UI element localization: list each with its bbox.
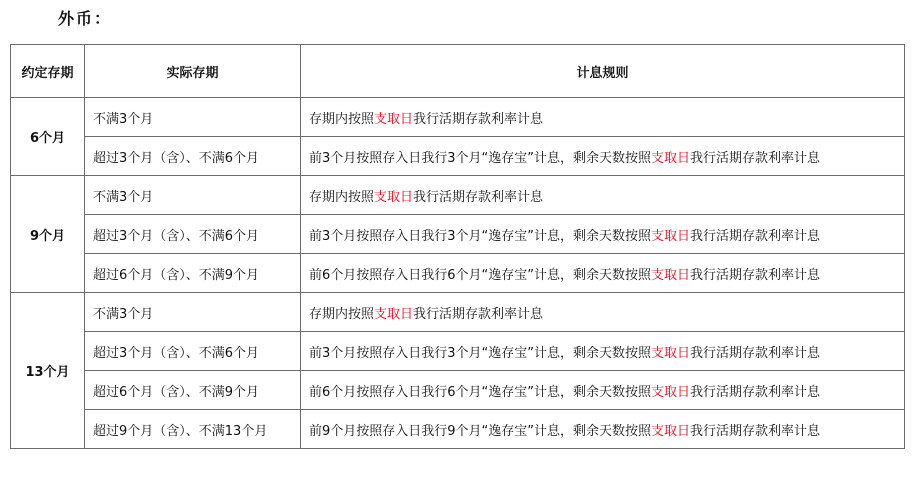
rule-highlight: 支取日 — [374, 111, 414, 127]
rule-text: 前6个月按照存入日我行6个月“逸存宝”计息，剩余天数按照 — [309, 384, 652, 400]
table-row — [11, 371, 905, 410]
rule-highlight: 支取日 — [651, 384, 691, 400]
rule-highlight: 支取日 — [651, 423, 691, 439]
interest-rule-cell — [301, 410, 905, 449]
rule-text: 我行活期存款利率计息 — [690, 267, 821, 283]
rule-highlight: 支取日 — [651, 267, 691, 283]
table-header-row — [11, 45, 905, 98]
rule-highlight: 支取日 — [651, 228, 691, 244]
rule-text: 前9个月按照存入日我行9个月“逸存宝”计息，剩余天数按照 — [309, 423, 652, 439]
rule-text: 我行活期存款利率计息 — [690, 384, 821, 400]
interest-rule-cell — [301, 293, 905, 332]
agreed-term-cell: 6个月 — [11, 98, 85, 176]
rule-text: 我行活期存款利率计息 — [690, 423, 821, 439]
rule-text: 前3个月按照存入日我行3个月“逸存宝”计息，剩余天数按照 — [309, 228, 652, 244]
rule-highlight: 支取日 — [651, 345, 691, 361]
interest-rule-cell — [301, 98, 905, 137]
header-actual-term: 实际存期 — [85, 45, 301, 98]
rule-text: 我行活期存款利率计息 — [690, 228, 821, 244]
actual-term-cell: 超过3个月（含）、不满6个月 — [85, 137, 301, 176]
actual-term-cell: 超过6个月（含）、不满9个月 — [85, 371, 301, 410]
agreed-term-cell: 9个月 — [11, 176, 85, 293]
rule-highlight: 支取日 — [651, 150, 691, 166]
interest-rule-cell — [301, 137, 905, 176]
rule-text: 我行活期存款利率计息 — [413, 306, 544, 322]
table-row — [11, 215, 905, 254]
actual-term-cell: 不满3个月 — [85, 98, 301, 137]
header-interest-rule: 计息规则 — [301, 45, 905, 98]
agreed-term-cell: 13个月 — [11, 293, 85, 449]
header-agreed-term: 约定存期 — [11, 45, 85, 98]
rule-text: 存期内按照 — [309, 189, 375, 205]
table-row — [11, 410, 905, 449]
rule-text: 我行活期存款利率计息 — [690, 150, 821, 166]
actual-term-cell: 超过6个月（含）、不满9个月 — [85, 254, 301, 293]
section-heading: 外币： — [58, 9, 113, 28]
rule-text: 前3个月按照存入日我行3个月“逸存宝”计息，剩余天数按照 — [309, 150, 652, 166]
actual-term-cell: 超过9个月（含）、不满13个月 — [85, 410, 301, 449]
rule-text: 存期内按照 — [309, 306, 375, 322]
rule-text: 前3个月按照存入日我行3个月“逸存宝”计息，剩余天数按照 — [309, 345, 652, 361]
rule-text: 我行活期存款利率计息 — [413, 111, 544, 127]
table-row — [11, 332, 905, 371]
table-row — [11, 293, 905, 332]
table-row — [11, 254, 905, 293]
rule-text: 存期内按照 — [309, 111, 375, 127]
interest-rule-cell — [301, 176, 905, 215]
table-row — [11, 98, 905, 137]
rule-highlight: 支取日 — [374, 306, 414, 322]
table-row — [11, 137, 905, 176]
rule-text: 我行活期存款利率计息 — [413, 189, 544, 205]
actual-term-cell: 超过3个月（含）、不满6个月 — [85, 215, 301, 254]
actual-term-cell: 超过3个月（含）、不满6个月 — [85, 332, 301, 371]
interest-rule-cell — [301, 371, 905, 410]
interest-rule-cell — [301, 215, 905, 254]
interest-rule-cell — [301, 254, 905, 293]
rule-text: 前6个月按照存入日我行6个月“逸存宝”计息，剩余天数按照 — [309, 267, 652, 283]
interest-rules-table — [10, 44, 905, 449]
actual-term-cell: 不满3个月 — [85, 176, 301, 215]
actual-term-cell: 不满3个月 — [85, 293, 301, 332]
table-row — [11, 176, 905, 215]
rule-highlight: 支取日 — [374, 189, 414, 205]
rule-text: 我行活期存款利率计息 — [690, 345, 821, 361]
interest-rule-cell — [301, 332, 905, 371]
